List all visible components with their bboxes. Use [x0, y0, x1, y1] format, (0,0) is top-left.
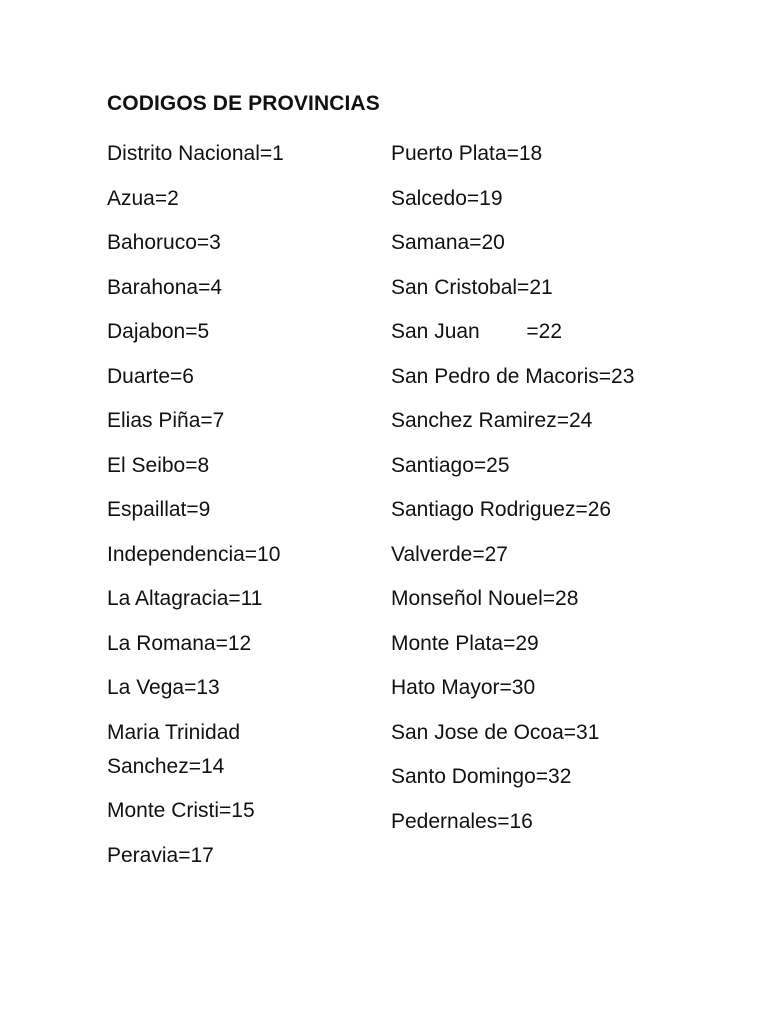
province-code-item: Espaillat=9	[107, 498, 211, 521]
province-code-item: Dajabon=5	[107, 320, 210, 343]
province-code-item: Hato Mayor=30	[391, 676, 536, 699]
province-code-item: Peravia=17	[107, 843, 214, 867]
province-code-item: Bahoruco=3	[107, 231, 221, 254]
province-code-item: Monseñol Nouel=28	[391, 587, 579, 610]
province-code-item: San Juan =22	[391, 320, 563, 343]
province-code-item: Maria Trinidad Sanchez=14	[107, 720, 246, 778]
province-code-item: San Jose de Ocoa=31	[391, 720, 600, 744]
left-column-list	[107, 137, 367, 883]
province-code-item: Samana=20	[391, 231, 505, 254]
province-code-item: Barahona=4	[107, 275, 223, 299]
province-code-item: Monte Cristi=15	[107, 799, 255, 822]
province-code-item: Santo Domingo=32	[391, 765, 572, 788]
province-code-item: Monte Plata=29	[391, 631, 539, 655]
province-code-item: Pedernales=16	[391, 809, 533, 833]
province-code-item: Valverde=27	[391, 542, 508, 566]
province-code-item: La Romana=12	[107, 631, 252, 655]
province-code-item: San Cristobal=21	[391, 275, 553, 299]
province-code-item: La Altagracia=11	[107, 587, 263, 610]
province-code-item: Sanchez Ramirez=24	[391, 409, 593, 432]
province-code-item: Independencia=10	[107, 542, 281, 566]
province-code-item: La Vega=13	[107, 676, 220, 699]
right-column-list	[391, 137, 721, 849]
province-code-item: Puerto Plata=18	[391, 142, 543, 165]
province-code-item: El Seibo=8	[107, 453, 210, 477]
province-code-item: Distrito Nacional=1	[107, 142, 284, 165]
province-code-item: Santiago=25	[391, 453, 510, 477]
province-code-item: Azua=2	[107, 186, 179, 210]
province-code-item: Duarte=6	[107, 364, 194, 388]
province-code-item: Santiago Rodriguez=26	[391, 498, 612, 521]
province-code-item: Salcedo=19	[391, 186, 503, 210]
document-title: CODIGOS DE PROVINCIAS	[107, 92, 380, 115]
province-code-item: San Pedro de Macoris=23	[391, 364, 635, 388]
province-code-item: Elias Piña=7	[107, 409, 225, 432]
